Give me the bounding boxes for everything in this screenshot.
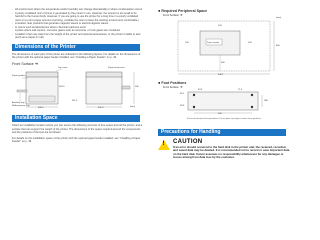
dimension-value: 63.5 bbox=[198, 89, 203, 91]
peripheral-space-diagram bbox=[158, 17, 288, 77]
printer-base bbox=[188, 92, 258, 110]
arrow-right-icon: ➜ bbox=[179, 85, 183, 89]
list-item: - A place where salt content, corrosive gases such as ammonia, or toxic gases are contained bbox=[12, 29, 144, 33]
paper-guides-label: Paper guides bbox=[12, 75, 25, 78]
multi-purpose-tray bbox=[17, 90, 27, 92]
dimension-value: 311.4 bbox=[72, 100, 78, 103]
right-page bbox=[150, 0, 300, 233]
auxiliary-tray-label: Auxiliary tray bbox=[12, 102, 25, 105]
foot-note: The marks denote the foot positions. Do not place any objects under these positions. bbox=[186, 118, 262, 120]
dimensions-heading: Dimensions of the Printer bbox=[12, 44, 140, 51]
front-surface-label: Front Surface ➜ bbox=[163, 13, 183, 17]
multi-tray-label: Multi-purpose tray bbox=[12, 105, 30, 108]
dimension-value: 406.9 bbox=[38, 107, 44, 110]
dimension-value: 71.4 bbox=[238, 89, 243, 91]
foot-mark bbox=[193, 106, 195, 108]
foot-mark bbox=[193, 94, 195, 96]
foot-positions-diagram bbox=[158, 89, 288, 117]
installation-text-2: For details on the installation space of the printer with the optional paper feeder installed, see "Installing a Paper Feeder" on p. 49. bbox=[12, 136, 141, 143]
caution-content bbox=[173, 139, 290, 160]
dimension-value: 500 bbox=[221, 62, 225, 64]
foot-mark bbox=[251, 94, 253, 96]
caution-title: CAUTION bbox=[173, 138, 203, 145]
list-item: - All environment where the temperature and/or humidity can change dramatically or where condensation occurs bbox=[12, 8, 144, 12]
front-surface-text: Front Surface bbox=[12, 61, 34, 66]
paper-cassette-label: Paper cassette bbox=[207, 42, 219, 44]
caution-icon: ! bbox=[158, 139, 170, 160]
printer-dimensions-diagram bbox=[12, 66, 142, 110]
dimension-value: 364.5 bbox=[59, 86, 65, 89]
dimension-value: 800 bbox=[276, 45, 280, 47]
dimension-value: 345 bbox=[218, 113, 222, 115]
printer-body-side bbox=[86, 76, 122, 104]
precautions-heading: Precautions for Handling bbox=[158, 129, 286, 136]
dimension-value: 100 bbox=[185, 42, 189, 44]
units-label: (mm) bbox=[130, 106, 136, 109]
list-item: - A platform that may warp from the weight of the printer and optional accessories, or the printer is liable to sink (such as a carpet or mat) bbox=[12, 33, 144, 40]
foot-positions-heading: ● Foot Positions bbox=[158, 80, 187, 85]
dimensions-text: The dimensions of each part of the printer are indicated in the following figures. For details on the dimensions of the printer with the optional paper feeder installed, see "Installing a Paper Feeder" on p. 49. bbox=[12, 52, 141, 59]
bullet-icon: ● bbox=[158, 8, 161, 13]
paper-feed-cover-label: Paper feed cover bbox=[108, 67, 125, 70]
arrow-right-icon: ➜ bbox=[179, 13, 183, 17]
caution-text: If an error should occurred to the hard disk in the printer unit, the received, recorded, and saved data may be deleted. It is recommended not to record or save important data on the hard disk. Canon assumes no responsibility whatsoever for any damages or losses arising from data loss by the customer. bbox=[173, 144, 290, 160]
arrow-right-icon: ➜ bbox=[34, 61, 39, 67]
left-page bbox=[0, 0, 150, 233]
dimension-value: 288 bbox=[264, 100, 268, 102]
caution-box bbox=[158, 139, 290, 160]
list-item: - A poorly ventilated room (Ozone is generated by the printer in use. However, the amount is too small to be harmful to the human body. However, if you are going to use the printer for a long time in a poorly ventilated room or to print a large amount of printing, ventilate the room to keep the working environment comfortable.) bbox=[12, 12, 144, 23]
dimension-value: 608.1 bbox=[218, 74, 224, 76]
dimension-value: 38.3 bbox=[180, 105, 185, 107]
environment-bullet-list bbox=[12, 8, 144, 40]
units-label: (mm) bbox=[276, 17, 282, 19]
installation-text: Select an installation location where you can secure the following amounts of free space around the printer, and a surface that can support the weight of the printer. The dimensions of the space required around the components and the positions of the feet are as follows. bbox=[12, 124, 143, 135]
dimension-value: 100 bbox=[218, 25, 222, 27]
foot-mark bbox=[251, 106, 253, 108]
printer-outline-svg bbox=[12, 66, 142, 110]
required-space-heading: ● Required Peripheral Space bbox=[158, 8, 208, 13]
paper-cassette bbox=[29, 96, 55, 102]
dimension-value: 46.1 bbox=[180, 93, 185, 95]
list-item: - A location near products that generate magnetic waves or electromagnetic waves bbox=[12, 22, 144, 26]
installation-space-heading: Installation Space bbox=[12, 115, 140, 122]
bullet-icon: ● bbox=[158, 80, 161, 85]
dimension-value: 196 bbox=[135, 86, 139, 89]
printer-top-cover bbox=[26, 72, 58, 77]
dimension-value: 100 bbox=[248, 42, 252, 44]
list-item: - In rooms such as laboratories where chemical reactions occur bbox=[12, 26, 144, 30]
dimension-value: 401.6 bbox=[98, 107, 104, 110]
top-cover-label: Top cover bbox=[58, 67, 68, 70]
front-surface-label: Front Surface ➜ bbox=[163, 85, 183, 89]
